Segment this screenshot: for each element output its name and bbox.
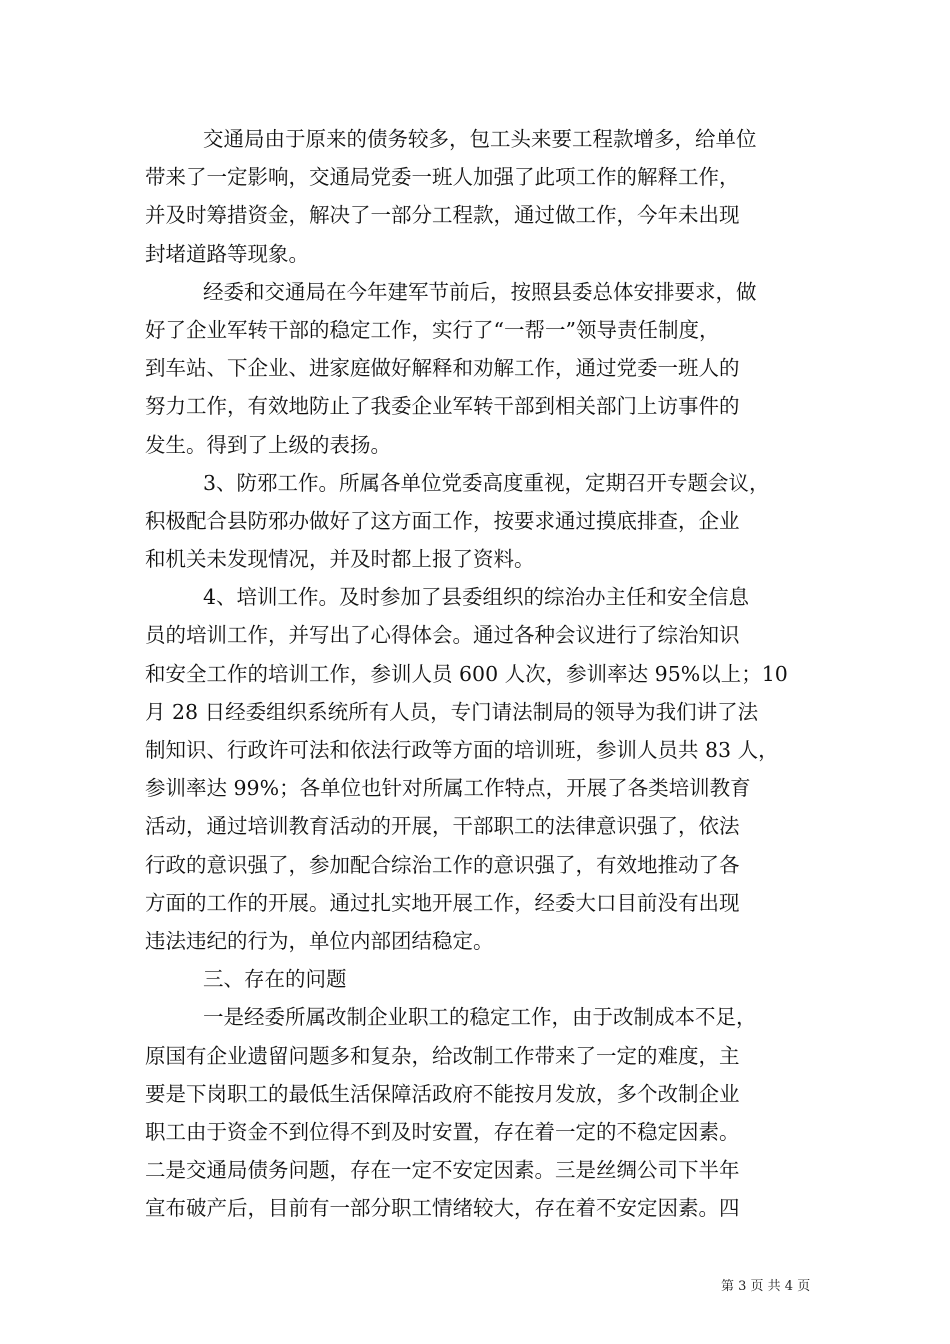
- text-line: 制知识、行政许可法和依法行政等方面的培训班，参训人员共 83 人，: [145, 738, 779, 762]
- text-line: 和机关未发现情况，并及时都上报了资料。: [145, 547, 535, 572]
- text-line: 积极配合县防邪办做好了这方面工作，按要求通过摸底排查，企业: [145, 508, 740, 533]
- text-line: 月 28 日经委组织系统所有人员，专门请法制局的领导为我们讲了法: [145, 699, 759, 724]
- text-line: 三、存在的问题: [203, 967, 347, 992]
- text-line: 经委和交通局在今年建军节前后，按照县委总体安排要求，做: [203, 279, 757, 304]
- text-line: 3、防邪工作。所属各单位党委高度重视，定期召开专题会议，: [203, 470, 770, 495]
- text-line: 封堵道路等现象。: [145, 241, 309, 266]
- text-line: 原国有企业遗留问题多和复杂，给改制工作带来了一定的难度，主: [145, 1043, 740, 1068]
- text-line: 违法违纪的行为，单位内部团结稳定。: [145, 928, 494, 953]
- text-line: 带来了一定影响，交通局党委一班人加强了此项工作的解释工作，: [145, 165, 740, 190]
- text-line: 员的培训工作，并写出了心得体会。通过各种会议进行了综治知识: [145, 623, 740, 648]
- text-line: 参训率达 99%；各单位也针对所属工作特点，开展了各类培训教育: [145, 776, 751, 801]
- text-line: 4、培训工作。及时参加了县委组织的综治办主任和安全信息: [203, 585, 750, 610]
- text-line: 二是交通局债务问题，存在一定不安定因素。三是丝绸公司下半年: [145, 1158, 740, 1183]
- body-text: [145, 120, 809, 1227]
- text-line: 交通局由于原来的债务较多，包工头来要工程款增多，给单位: [203, 127, 757, 151]
- text-line: 方面的工作的开展。通过扎实地开展工作，经委大口目前没有出现: [145, 890, 740, 915]
- text-line: 宣布破产后，目前有一部分职工情绪较大，存在着不安定因素。四: [145, 1196, 740, 1221]
- text-line: 要是下岗职工的最低生活保障活政府不能按月发放，多个改制企业: [145, 1081, 740, 1106]
- text-line: 一是经委所属改制企业职工的稳定工作，由于改制成本不足，: [203, 1005, 757, 1030]
- text-line: 和安全工作的培训工作，参训人员 600 人次，参训率达 95%以上；10: [145, 661, 788, 686]
- text-line: 到车站、下企业、进家庭做好解释和劝解工作，通过党委一班人的: [145, 356, 740, 381]
- text-line: 并及时筹措资金，解决了一部分工程款，通过做工作，今年未出现: [145, 203, 740, 228]
- text-line: 发生。得到了上级的表扬。: [145, 432, 391, 457]
- text-line: 好了企业军转干部的稳定工作，实行了“一帮一”领导责任制度，: [145, 317, 720, 342]
- text-line: 职工由于资金不到位得不到及时安置，存在着一定的不稳定因素。: [145, 1119, 740, 1144]
- text-line: 行政的意识强了，参加配合综治工作的意识强了，有效地推动了各: [145, 852, 740, 877]
- text-line: 活动，通过培训教育活动的开展，干部职工的法律意识强了，依法: [145, 814, 740, 839]
- text-line: 努力工作，有效地防止了我委企业军转干部到相关部门上访事件的: [145, 394, 740, 419]
- page-number-footer: 第 3 页 共 4 页: [721, 1279, 811, 1294]
